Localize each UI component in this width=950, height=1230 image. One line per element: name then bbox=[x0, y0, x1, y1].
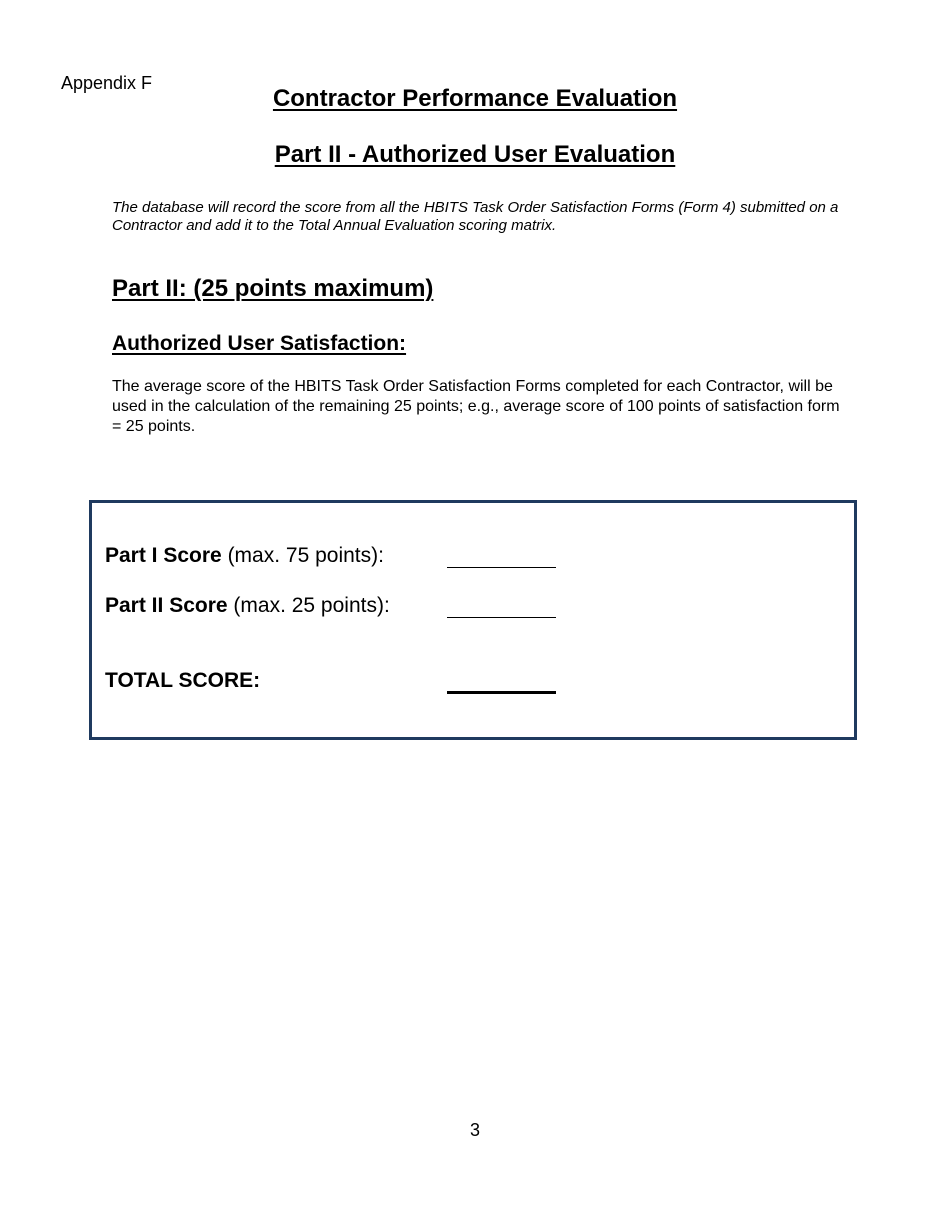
score-summary-box bbox=[89, 500, 857, 740]
section-subheading: Authorized User Satisfaction: bbox=[112, 332, 407, 355]
part1-score-note: (max. 75 points): bbox=[221, 544, 384, 567]
total-score-blank[interactable] bbox=[447, 691, 556, 694]
part2-score-blank[interactable] bbox=[447, 617, 556, 618]
part1-score-row bbox=[105, 544, 384, 568]
page-number: 3 bbox=[469, 1120, 480, 1140]
intro-note: The database will record the score from all the HBITS Task Order Satisfaction Forms (Form 4) submitted on a Contractor and add it to the Total Annual Evaluation scoring matrix. bbox=[112, 199, 839, 234]
part2-score-label: Part II Score bbox=[105, 594, 228, 617]
appendix-label: Appendix F bbox=[61, 73, 153, 93]
section-body: The average score of the HBITS Task Order Satisfaction Forms completed for each Contractor, will be used in the calculation of the remaining 25 points; e.g., average score of 100 points of satisfaction form = 25 points. bbox=[112, 378, 840, 435]
part1-score-blank[interactable] bbox=[447, 567, 556, 568]
document-title: Contractor Performance Evaluation bbox=[272, 85, 678, 112]
part1-score-label: Part I Score bbox=[105, 544, 222, 567]
total-score-label: TOTAL SCORE: bbox=[105, 669, 261, 692]
part2-score-note: (max. 25 points): bbox=[227, 594, 390, 617]
document-subtitle: Part II - Authorized User Evaluation bbox=[274, 141, 676, 168]
section-heading: Part II: (25 points maximum) bbox=[112, 275, 434, 302]
part2-score-row bbox=[105, 594, 390, 618]
